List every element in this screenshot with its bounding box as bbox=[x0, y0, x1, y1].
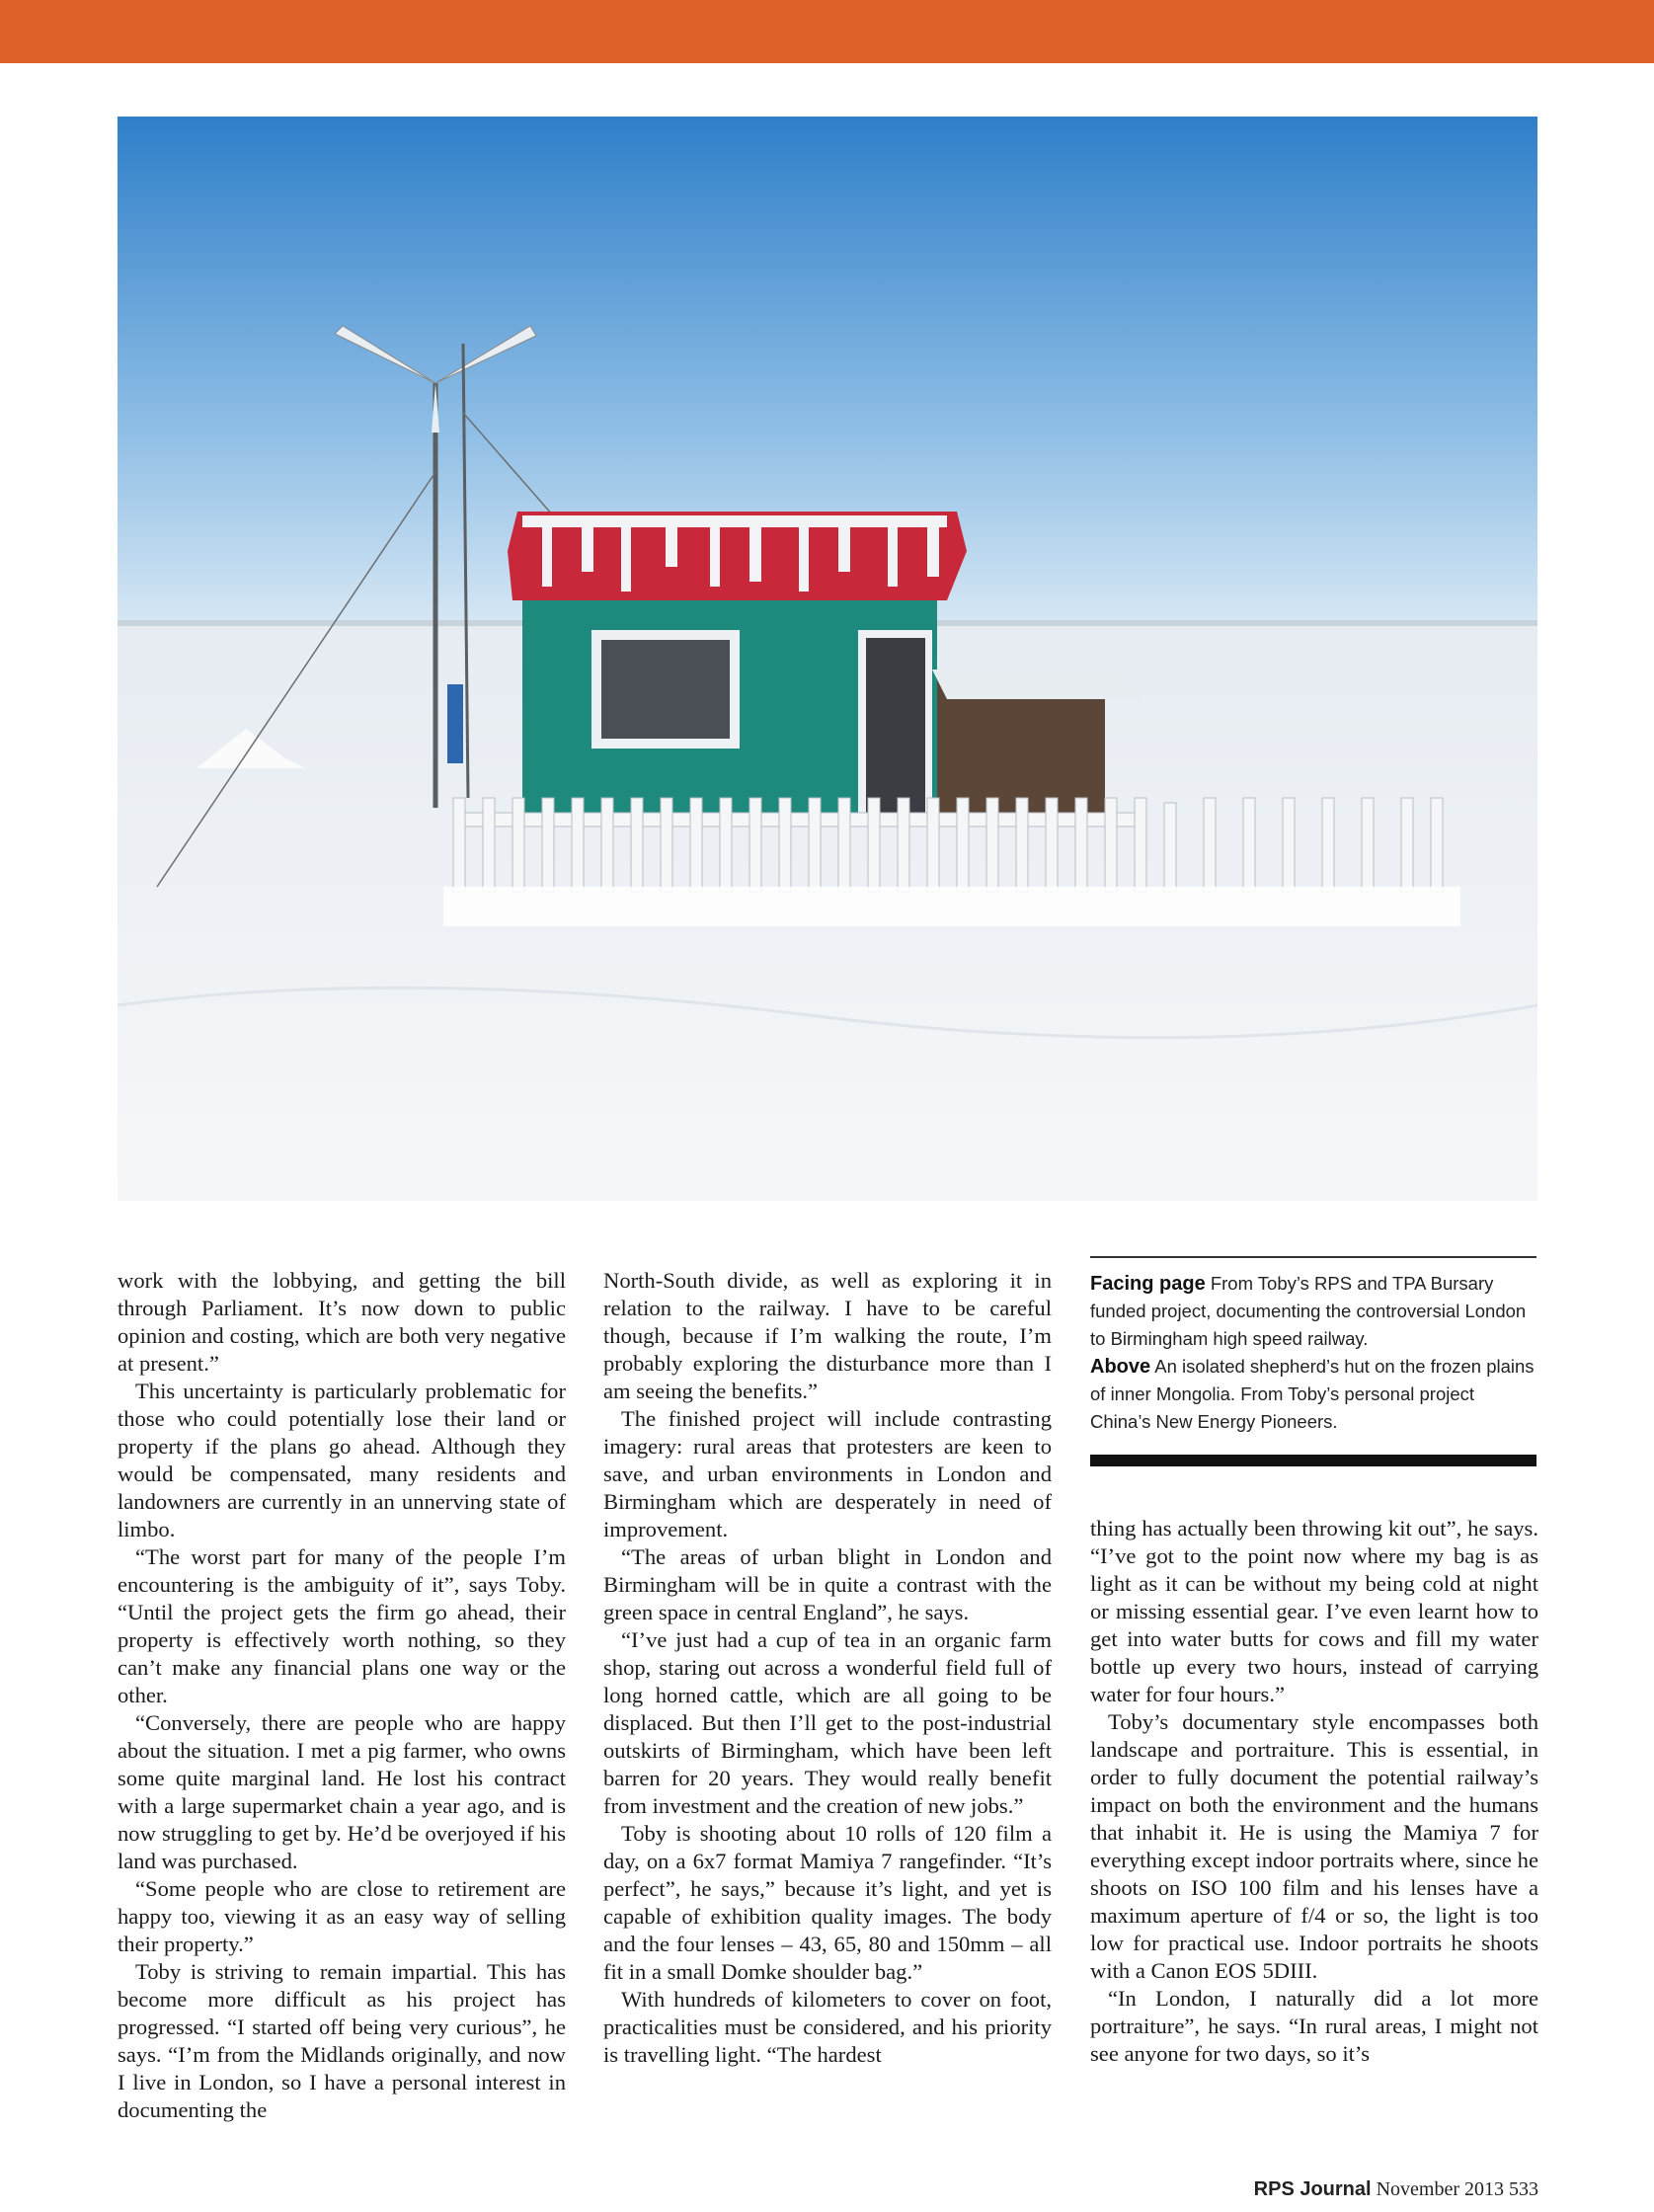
caption-text-above: An isolated shepherd’s hut on the frozen plains of inner Mongolia. From Toby’s personal project China’s New Energy Pioneers. bbox=[1090, 1356, 1535, 1432]
paragraph: “Some people who are close to retirement are happy too, viewing it as an easy way of selling their property.” bbox=[118, 1876, 566, 1956]
paragraph: “In London, I naturally did a lot more portraiture”, he says. “In rural areas, I might not see anyone for two days, so it’s bbox=[1090, 1986, 1538, 2066]
paragraph: “The areas of urban blight in London and Birmingham will be in quite a contrast with the green space in central England”, he says. bbox=[603, 1544, 1052, 1624]
paragraph: work with the lobbying, and getting the bill through Parliament. It’s now down to public opinion and costing, which are both very negative at present.” bbox=[118, 1268, 566, 1376]
hero-photo-shepherd-hut bbox=[118, 117, 1537, 1201]
paragraph: “The worst part for many of the people I’m encountering is the ambiguity of it”, says Toby. “Until the project gets the firm go ahead, their property is effectively worth nothing, so they can’t make any financial plans one way or the other. bbox=[118, 1544, 566, 1707]
footer-page-number: 533 bbox=[1504, 2178, 1538, 2200]
paragraph: With hundreds of kilometers to cover on foot, practicalities must be considered, and his priority is travelling light. “The hardest bbox=[603, 1987, 1052, 2067]
top-color-band bbox=[0, 0, 1654, 63]
paragraph: This uncertainty is particularly problematic for those who could potentially lose their land or property if the plans go ahead. Although they would be compensated, many residents and landowners are currently in an unnerving state of limbo. bbox=[118, 1379, 566, 1541]
caption-facing-page bbox=[1090, 1270, 1536, 1353]
paragraph: Toby is striving to remain impartial. This has become more difficult as his project has progressed. “I started off being very curious”, he says. “I’m from the Midlands originally, and now I live in London, so I have a personal interest in documenting the bbox=[118, 1959, 566, 2122]
paragraph: The finished project will include contrasting imagery: rural areas that protesters are keen to save, and urban environments in London and Birmingham which are desperately in need of improvement. bbox=[603, 1406, 1052, 1541]
photo-caption bbox=[1090, 1270, 1536, 1436]
caption-label-above: Above bbox=[1090, 1356, 1151, 1378]
paragraph: Toby is shooting about 10 rolls of 120 film a day, on a 6x7 format Mamiya 7 rangefinder. “It’s perfect”, he says,” because it’s light, and yet is capable of exhibition quality images. The body and the four lenses – 43, 65, 80 and 150mm – all fit in a small Domke shoulder bag.” bbox=[603, 1821, 1052, 1984]
paragraph: Toby’s documentary style encompasses both landscape and portraiture. This is essential, in order to fully document the potential railway’s impact on both the environment and the humans that inhabit it. He is using the Mamiya 7 for everything except indoor portraits where, since he shoots on ISO 100 film and his lenses have a maximum aperture of f/4 or so, the light is too low for practical use. Indoor portraits he shoots with a Canon EOS 5DIII. bbox=[1090, 1709, 1538, 1983]
paragraph: thing has actually been throwing kit out”, he says. “I’ve got to the point now where my bag is as light as it can be without my being cold at night or missing essential gear. I’ve even learnt how to get into water butts for cows and fill my water bottle up every two hours, instead of carrying water for four hours.” bbox=[1090, 1516, 1538, 1706]
photo-illustration bbox=[118, 117, 1537, 1201]
caption-top-rule bbox=[1090, 1256, 1536, 1258]
paragraph: North-South divide, as well as exploring it in relation to the railway. I have to be careful though, because if I’m walking the route, I’m probably exploring the disturbance more than I am seeing the benefits.” bbox=[603, 1268, 1052, 1403]
paragraph: “Conversely, there are people who are happy about the situation. I met a pig farmer, who owns some quite marginal land. He lost his contract with a large supermarket chain a year ago, and is now struggling to get by. He’d be overjoyed if his land was purchased. bbox=[118, 1710, 566, 1873]
caption-text-facing: From Toby’s RPS and TPA Bursary funded project, documenting the controversial London to Birmingham high speed railway. bbox=[1090, 1273, 1527, 1349]
paragraph: “I’ve just had a cup of tea in an organic farm shop, staring out across a wonderful field full of long horned cattle, which are all going to be displaced. But then I’ll get to the post-industrial outskirts of Birmingham, which have been left barren for 20 years. They would really benefit from investment and the creation of new jobs.” bbox=[603, 1627, 1052, 1818]
caption-above bbox=[1090, 1353, 1536, 1436]
article-column-2 bbox=[603, 1267, 1052, 2069]
article-column-3 bbox=[1090, 1515, 1538, 2068]
caption-label-facing: Facing page bbox=[1090, 1273, 1206, 1295]
caption-bottom-bar bbox=[1090, 1455, 1536, 1466]
footer-issue-date: November 2013 bbox=[1371, 2178, 1504, 2200]
page-footer bbox=[1254, 2178, 1538, 2201]
footer-journal-name: RPS Journal bbox=[1253, 2178, 1372, 2200]
article-column-1 bbox=[118, 1267, 566, 2124]
